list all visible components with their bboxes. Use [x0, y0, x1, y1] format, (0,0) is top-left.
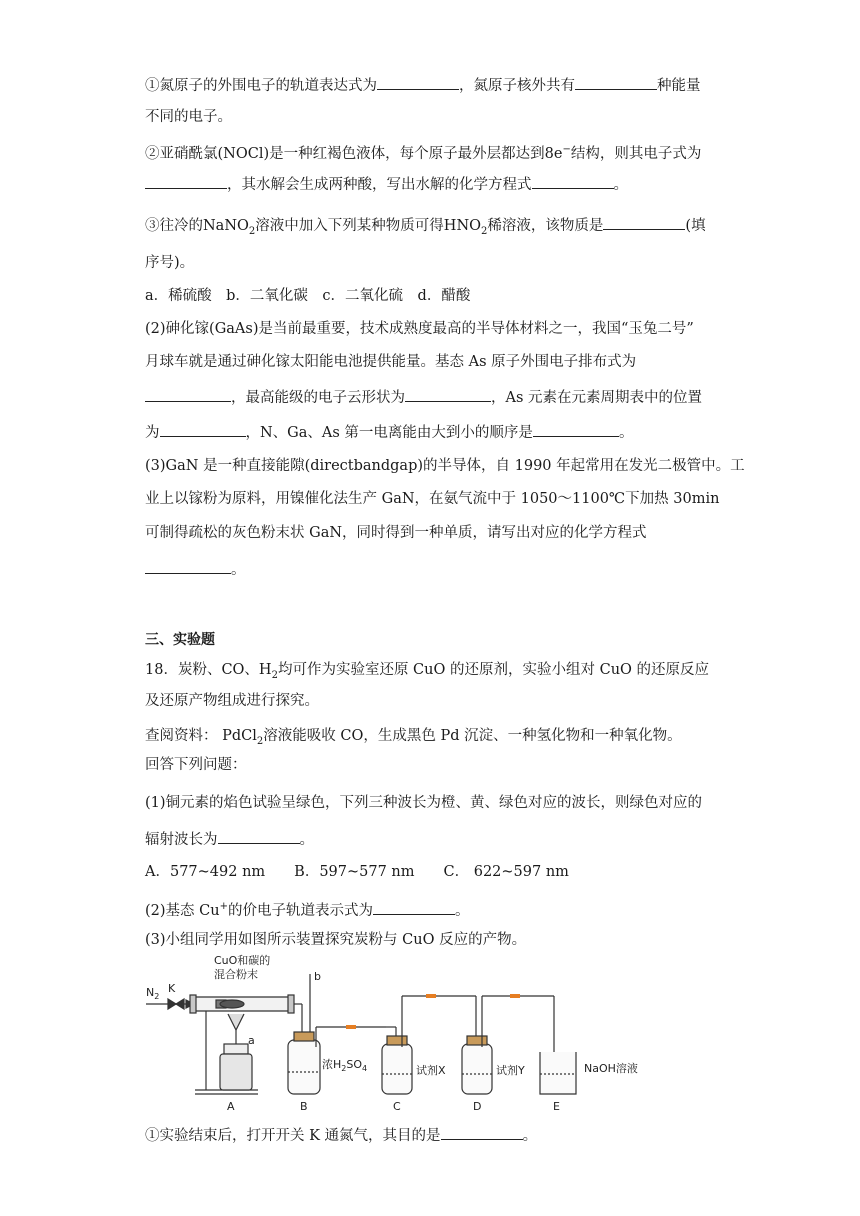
- subscript: 2: [271, 669, 278, 681]
- q-line-21: [145, 828, 314, 850]
- text: 溶液能吸收 CO，生成黑色 Pd 沉淀、一种氢化物和一种氧化物。: [263, 728, 682, 744]
- text: 为: [145, 425, 160, 441]
- subscript: 2: [248, 225, 256, 237]
- text: 序号)。: [145, 255, 195, 271]
- text: 18．炭粉、CO、H: [145, 662, 272, 678]
- text: 可制得疏松的灰色粉末状 GaN，同时得到一种单质，请写出对应的化学方程式: [145, 525, 647, 541]
- text: (填: [685, 218, 706, 234]
- lamp-a-label: a: [248, 1034, 255, 1047]
- answer-blank[interactable]: [532, 173, 614, 189]
- reagent-x-label: 试剂X: [416, 1064, 446, 1077]
- answer-blank[interactable]: [218, 828, 300, 844]
- n2-label: $N_2$: [146, 986, 160, 1001]
- q-line-20: [145, 793, 702, 813]
- q-line-18: [145, 726, 682, 752]
- text: 。: [454, 902, 470, 919]
- reagent-y-label: 试剂Y: [496, 1064, 525, 1077]
- q-line-23: [145, 897, 469, 921]
- q-line-24: [145, 930, 526, 950]
- superscript: +: [219, 901, 228, 912]
- answer-blank[interactable]: [405, 386, 491, 402]
- answer-blank[interactable]: [160, 421, 246, 437]
- q-line-12: [145, 456, 745, 476]
- text: (3)小组同学用如图所示装置探究炭粉与 CuO 反应的产物。: [145, 932, 527, 948]
- text: 月球车就是通过砷化镓太阳能电池提供能量。基态 As 原子外围电子排布式为: [145, 354, 637, 370]
- label-C: C: [393, 1100, 401, 1113]
- text: ，氮原子核外共有: [459, 78, 575, 94]
- mix-label-2: 混合粉末: [214, 968, 258, 981]
- text: 辐射波长为: [145, 832, 218, 848]
- text: 不同的电子。: [145, 109, 232, 125]
- answer-blank[interactable]: [373, 899, 455, 915]
- text: ，N、Ga、As 第一电离能由大到小的顺序是: [245, 425, 533, 441]
- q-line-14: [145, 523, 647, 543]
- text: 。: [618, 425, 634, 441]
- q-line-7: [145, 286, 470, 306]
- text: (2)砷化镓(GaAs)是当前最重要，技术成熟度最高的半导体材料之一，我国“玉兔二号”: [145, 321, 694, 337]
- text: (2)基态 Cu: [145, 902, 220, 919]
- answer-blank[interactable]: [603, 214, 685, 230]
- text: 。: [231, 562, 246, 578]
- q-line-22: [145, 862, 569, 882]
- text: 业上以镓粉为原料，用镍催化法生产 GaN，在氨气流中于 1050～1100℃下加热 30min: [145, 491, 720, 507]
- acid-label: 浓$H_2SO_4$: [322, 1058, 368, 1073]
- text: a．稀硫酸 b．二氧化碳 c．二氧化硫 d．醋酸: [145, 288, 471, 304]
- naoh-label: NaOH溶液: [584, 1062, 638, 1075]
- q-line-25: [145, 1124, 537, 1146]
- q-line-11: [145, 421, 633, 443]
- text: ，As 元素在元素周期表中的位置: [491, 390, 703, 406]
- text: 结构，则其电子式为: [570, 145, 702, 162]
- text: A．577~492 nm B．597~577 nm C． 622~597 nm: [145, 864, 569, 880]
- answer-blank[interactable]: [145, 558, 231, 574]
- q-line-9: [145, 352, 636, 372]
- section-heading: [145, 630, 215, 650]
- answer-blank[interactable]: [575, 74, 657, 90]
- answer-blank[interactable]: [145, 173, 227, 189]
- text: 稀溶液，该物质是: [487, 218, 604, 234]
- mix-label-1: CuO和碳的: [214, 954, 271, 967]
- text: 均可作为实验室还原 CuO 的还原剂，实验小组对 CuO 的还原反应: [277, 662, 710, 678]
- q-line-8: [145, 319, 694, 339]
- q-line-4: [145, 173, 628, 195]
- text: ①实验结束后，打开开关 K 通氮气，其目的是: [145, 1128, 441, 1144]
- text: 三、实验题: [145, 632, 215, 648]
- q-line-5: [145, 214, 706, 242]
- text: (1)铜元素的焰色试验呈绿色，下列三种波长为橙、黄、绿色对应的波长，则绿色对应的: [145, 795, 703, 811]
- label-A: A: [227, 1100, 235, 1113]
- q-line-16: [145, 660, 709, 686]
- text: (3)GaN 是一种直接能隙(directbandgap)的半导体，自 1990 年起常用在发光二极管中。工: [145, 458, 745, 474]
- answer-blank[interactable]: [377, 74, 459, 90]
- text: 的价电子轨道表示式为: [227, 902, 373, 919]
- answer-blank[interactable]: [441, 1124, 523, 1140]
- text: 。: [299, 832, 314, 848]
- subscript: 2: [256, 735, 264, 747]
- q-line-6: [145, 253, 194, 273]
- text: ①氮原子的外围电子的轨道表达式为: [145, 78, 377, 94]
- text: 溶液中加入下列某种物质可得HNO: [255, 218, 482, 234]
- label-D: D: [473, 1100, 482, 1113]
- label-E: E: [553, 1100, 560, 1113]
- answer-blank[interactable]: [145, 386, 231, 402]
- apparatus-diagram: [140, 952, 660, 1114]
- valve-k-label: K: [168, 982, 176, 995]
- q-line-1: [145, 74, 701, 96]
- text: 。: [613, 177, 628, 193]
- subscript: 2: [481, 225, 488, 237]
- text: ③往冷的NaNO: [145, 218, 249, 234]
- label-B: B: [300, 1100, 308, 1113]
- q-line-3: [145, 140, 701, 164]
- q-line-19: [145, 755, 247, 775]
- text: 查阅资料： PdCl: [145, 728, 257, 744]
- text: ，其水解会生成两种酸，写出水解的化学方程式: [227, 177, 532, 193]
- superscript: −: [562, 144, 571, 155]
- answer-blank[interactable]: [533, 421, 619, 437]
- text: 及还原产物组成进行探究。: [145, 693, 319, 709]
- q-line-15: [145, 558, 246, 580]
- q-line-10: [145, 386, 702, 408]
- q-line-17: [145, 691, 319, 711]
- text: 回答下列问题：: [145, 757, 247, 773]
- text: ，最高能级的电子云形状为: [231, 390, 405, 406]
- text: 种能量: [657, 78, 701, 94]
- text: ②亚硝酰氯(NOCl)是一种红褐色液体，每个原子最外层都达到8e: [145, 145, 563, 162]
- text: 。: [522, 1128, 538, 1144]
- q-line-2: [145, 107, 232, 127]
- tube-b-label: b: [314, 970, 321, 983]
- q-line-13: [145, 489, 719, 509]
